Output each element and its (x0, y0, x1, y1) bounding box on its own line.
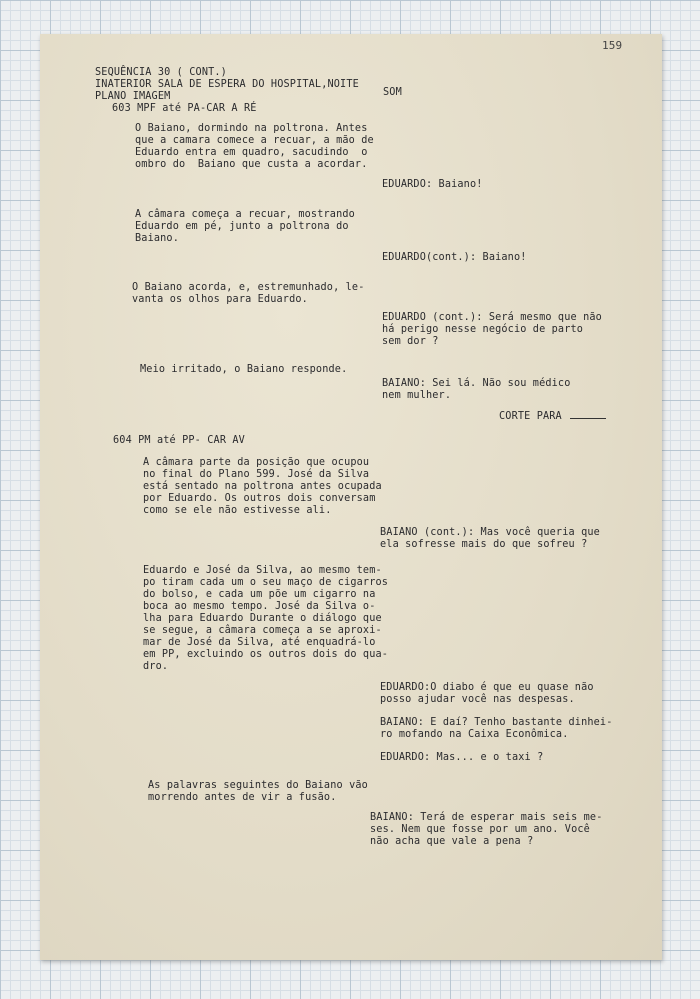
dialogue-line: posso ajudar você nas despesas. (380, 694, 575, 705)
sequence-heading: SEQUÊNCIA 30 ( CONT.) (95, 67, 227, 78)
action-line: boca ao mesmo tempo. José da Silva o- (143, 601, 376, 612)
action-line: está sentado na poltrona antes ocupada (143, 481, 382, 492)
action-line: As palavras seguintes do Baiano vão (148, 780, 368, 791)
script-page (40, 34, 662, 960)
dialogue-line: ro mofando na Caixa Econômica. (380, 729, 569, 740)
action-line: A câmara parte da posição que ocupou (143, 457, 370, 468)
action-line: por Eduardo. Os outros dois conversam (143, 493, 376, 504)
action-line: em PP, excluindo os outros dois do qua- (143, 649, 389, 660)
action-line: que a camara comece a recuar, a mão de (135, 135, 374, 146)
dialogue-line: não acha que vale a pena ? (370, 836, 534, 847)
action-line: A câmara começa a recuar, mostrando (135, 209, 355, 220)
action-line: ombro do Baiano que custa a acordar. (135, 159, 368, 170)
transition-cut: CORTE PARA (499, 411, 562, 422)
action-line: do bolso, e cada um põe um cigarro na (143, 589, 376, 600)
action-line: lha para Eduardo Durante o diálogo que (143, 613, 382, 624)
page-number: 159 (602, 39, 623, 52)
action-line: no final do Plano 599. José da Silva (143, 469, 370, 480)
action-line: O Baiano acorda, e, estremunhado, le- (132, 282, 365, 293)
action-line: Baiano. (135, 233, 179, 244)
action-line: O Baiano, dormindo na poltrona. Antes (135, 123, 368, 134)
dialogue-line: EDUARDO:O diabo é que eu quase não (380, 682, 594, 693)
dialogue-line: BAIANO: E daí? Tenho bastante dinhei- (380, 717, 613, 728)
transition-dash (570, 418, 606, 419)
dialogue-line: EDUARDO: Baiano! (382, 179, 483, 190)
plan-label: PLANO IMAGEM (95, 91, 171, 102)
action-line: vanta os olhos para Eduardo. (132, 294, 308, 305)
action-line: po tiram cada um o seu maço de cigarros (143, 577, 389, 588)
action-line: se segue, a câmara começa a se aproxi- (143, 625, 382, 636)
dialogue-line: nem mulher. (382, 390, 452, 401)
dialogue-line: sem dor ? (382, 336, 439, 347)
sound-label: SOM (383, 87, 402, 98)
dialogue-line: ela sofresse mais do que sofreu ? (380, 539, 588, 550)
dialogue-line: BAIANO: Terá de esperar mais seis me- (370, 812, 603, 823)
dialogue-line: EDUARDO (cont.): Será mesmo que não (382, 312, 602, 323)
action-line: mar de José da Silva, até enquadrá-lo (143, 637, 376, 648)
scene-location: INATERIOR SALA DE ESPERA DO HOSPITAL,NOITE (95, 79, 359, 90)
shot-603-heading: 603 MPF até PA-CAR A RÉ (112, 103, 257, 114)
dialogue-line: EDUARDO: Mas... e o taxi ? (380, 752, 544, 763)
dialogue-line: BAIANO: Sei lá. Não sou médico (382, 378, 571, 389)
dialogue-line: EDUARDO(cont.): Baiano! (382, 252, 527, 263)
action-line: morrendo antes de vir a fusão. (148, 792, 337, 803)
action-line: dro. (143, 661, 169, 672)
action-line: Eduardo e José da Silva, ao mesmo tem- (143, 565, 382, 576)
dialogue-line: há perigo nesse negócio de parto (382, 324, 584, 335)
action-line: Meio irritado, o Baiano responde. (140, 364, 348, 375)
action-line: como se ele não estivesse ali. (143, 505, 332, 516)
dialogue-line: ses. Nem que fosse por um ano. Você (370, 824, 590, 835)
action-line: Eduardo em pé, junto a poltrona do (135, 221, 349, 232)
dialogue-line: BAIANO (cont.): Mas você queria que (380, 527, 600, 538)
action-line: Eduardo entra em quadro, sacudindo o (135, 147, 368, 158)
shot-604-heading: 604 PM até PP- CAR AV (113, 435, 245, 446)
